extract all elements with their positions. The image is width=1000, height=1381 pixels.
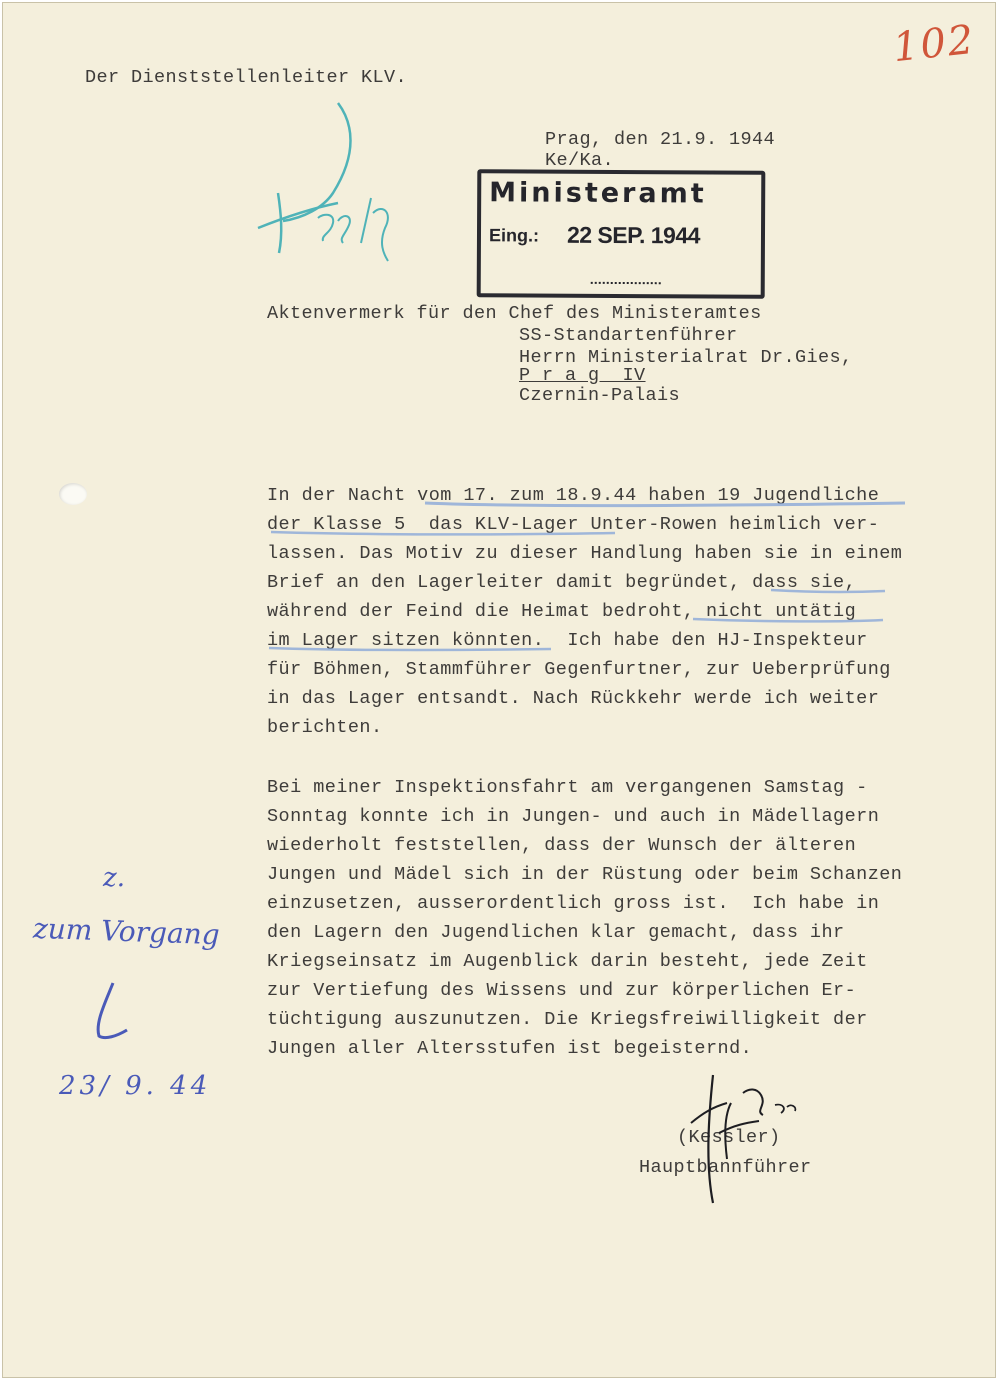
paragraph-1-line: in das Lager entsandt. Nach Rückkehr werde ich weiter	[267, 688, 880, 709]
paragraph-2-line: wiederholt feststellen, dass der Wunsch der älteren	[267, 835, 857, 856]
margin-note-initial: z.	[103, 863, 125, 893]
paragraph-1-line: berichten.	[267, 717, 383, 738]
sender-line: Der Dienststellenleiter KLV.	[85, 67, 408, 88]
paragraph-2-line: Jungen und Mädel sich in der Rüstung oder beim Schanzen	[267, 864, 903, 885]
archive-page-number: 102	[890, 16, 978, 72]
paragraph-2-line: den Lagern den Jugendlichen klar gemacht, dass ihr	[267, 922, 845, 943]
paragraph-1-line: während der Feind die Heimat bedroht, nicht untätig	[267, 601, 857, 622]
stamp-date: 22 SEP. 1944	[566, 221, 701, 249]
reference-line: Ke/Ka.	[545, 150, 615, 171]
paragraph-1-line: im Lager sitzen könnten. Ich habe den HJ-Inspekteur	[267, 630, 868, 651]
paragraph-2-line: einzusetzen, ausserordentlich gross ist. Ich habe in	[267, 893, 880, 914]
paragraph-2-line: Kriegseinsatz im Augenblick darin besteht, jede Zeit	[267, 951, 868, 972]
address-line-4: P r a g IV	[519, 365, 646, 386]
paragraph-1-line: lassen. Das Motiv zu dieser Handlung haben sie in einem	[267, 543, 903, 564]
document-page	[2, 2, 996, 1378]
signatory-name: (Kessler)	[677, 1127, 781, 1148]
handwritten-signature	[683, 1063, 823, 1213]
paragraph-2-line: Bei meiner Inspektionsfahrt am vergangenen Samstag -	[267, 777, 868, 798]
margin-note-flourish	[83, 978, 143, 1048]
blue-pencil-underlines	[3, 3, 996, 1378]
address-line-1: Aktenvermerk für den Chef des Ministeramtes	[267, 303, 762, 324]
place-date-line: Prag, den 21.9. 1944	[545, 129, 776, 150]
margin-note-date: 23/ 9. 44	[59, 1071, 212, 1101]
paragraph-2-line: tüchtigung auszunutzen. Die Kriegsfreiwilligkeit der	[267, 1009, 868, 1030]
signatory-rank: Hauptbannführer	[639, 1157, 812, 1178]
stamp-eing-label: Eing.:	[488, 225, 540, 246]
paragraph-1-line: Brief an den Lagerleiter damit begründet, dass sie,	[267, 572, 857, 593]
address-line-3: Herrn Ministerialrat Dr.Gies,	[519, 347, 853, 368]
paragraph-1-line: für Böhmen, Stammführer Gegenfurtner, zur Ueberprüfung	[267, 659, 891, 680]
paragraph-2-line: Jungen aller Altersstufen ist begeisternd.	[267, 1038, 753, 1059]
address-line-2: SS-Standartenführer	[519, 325, 738, 346]
stamp-title: Ministeramt	[489, 177, 707, 210]
paragraph-2-line: zur Vertiefung des Wissens und zur körperlichen Er-	[267, 980, 857, 1001]
paragraph-1-line: In der Nacht vom 17. zum 18.9.44 haben 19 Jugendliche	[267, 485, 880, 506]
address-line-5: Czernin-Palais	[519, 385, 681, 406]
paragraph-1-line: der Klasse 5 das KLV-Lager Unter-Rowen heimlich ver-	[267, 514, 880, 535]
paragraph-2-line: Sonntag konnte ich in Jungen- und auch in Mädellagern	[267, 806, 880, 827]
margin-note-zum-vorgang: zum Vorgang	[32, 911, 221, 952]
